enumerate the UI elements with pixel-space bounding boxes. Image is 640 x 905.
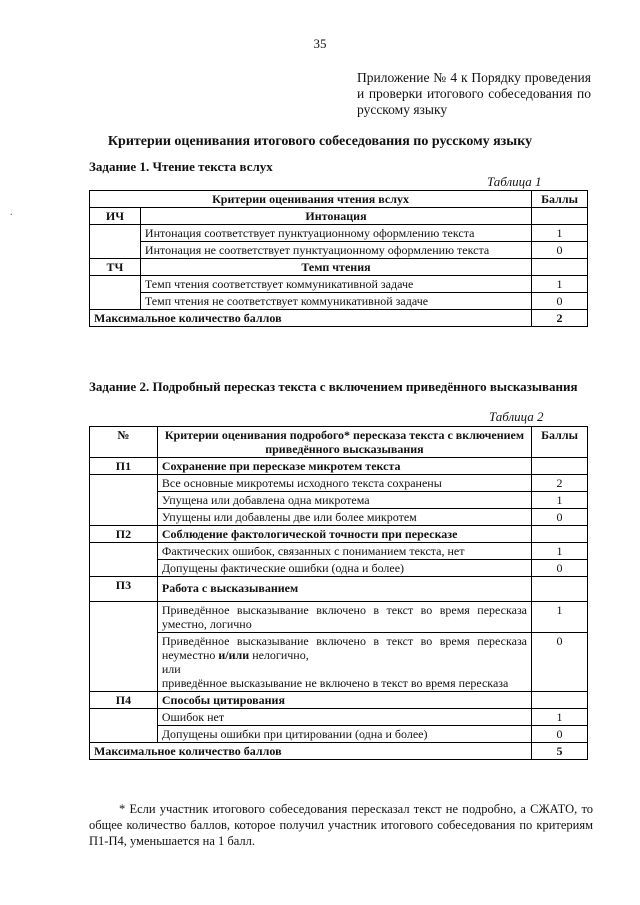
criterion-points: 0: [532, 560, 588, 577]
criterion-text: Интонация соответствует пунктуационному оформлению текста: [140, 225, 531, 242]
appendix-note: Приложение № 4 к Порядку проведения и проверки итогового собеседования по русскому языку: [357, 70, 591, 117]
criterion-code: П1: [90, 458, 158, 475]
task1-heading: Задание 1. Чтение текста вслух: [89, 159, 273, 174]
task2-criteria-table: [89, 426, 588, 760]
criterion-text-complex: [157, 633, 531, 692]
criterion-title: Сохранение при пересказе микротем текста: [157, 458, 531, 475]
empty-cell: [532, 526, 588, 543]
margin-mark: .: [10, 207, 13, 218]
table-row: [90, 293, 588, 310]
empty-cell: [90, 543, 158, 577]
criterion-text: Ошибок нет: [157, 709, 531, 726]
group-row: [90, 692, 588, 709]
criterion-points: 0: [532, 509, 588, 526]
criterion-points: 1: [532, 276, 588, 293]
criterion-text: Допущены фактические ошибки (одна и более): [157, 560, 531, 577]
criterion-text: Темп чтения соответствует коммуникативной задаче: [140, 276, 531, 293]
group-row: [90, 458, 588, 475]
criterion-title: Способы цитирования: [157, 692, 531, 709]
group-row: [90, 526, 588, 543]
complex-text-part: нелогично,: [249, 648, 309, 662]
table-row: [90, 475, 588, 492]
criterion-points: 1: [532, 543, 588, 560]
complex-text-emphasis: и/или: [218, 648, 250, 662]
table-row: [90, 602, 588, 633]
criterion-code: П2: [90, 526, 158, 543]
criterion-points: 0: [532, 242, 588, 259]
empty-cell: [90, 602, 158, 692]
table-row: [90, 633, 588, 692]
column-header-points: Баллы: [532, 191, 588, 208]
empty-cell: [90, 276, 141, 310]
criterion-points: 1: [532, 709, 588, 726]
group-row: [90, 577, 588, 602]
table-header-row: [90, 427, 588, 458]
table-row: [90, 242, 588, 259]
complex-text-part: Приведённое высказывание включено в текст во время пересказа неуместно: [161, 634, 528, 662]
criterion-title: Интонация: [140, 208, 531, 225]
table-row: [90, 709, 588, 726]
task1-criteria-table: [89, 190, 588, 327]
empty-cell: [532, 259, 588, 276]
empty-cell: [90, 475, 158, 526]
column-header-criteria: Критерии оценивания чтения вслух: [90, 191, 532, 208]
task2-heading: Задание 2. Подробный пересказ текста с включением приведённого высказывания: [89, 379, 578, 394]
page-number: 35: [313, 36, 327, 51]
complex-text-or: или: [161, 662, 181, 676]
max-score-label: Максимальное количество баллов: [90, 310, 532, 327]
empty-cell: [532, 458, 588, 475]
criterion-text: Темп чтения не соответствует коммуникативной задаче: [140, 293, 531, 310]
criterion-text: Фактических ошибок, связанных с пониманием текста, нет: [157, 543, 531, 560]
criterion-code: ИЧ: [90, 208, 141, 225]
criterion-points: 1: [532, 225, 588, 242]
criterion-title: Темп чтения: [140, 259, 531, 276]
criterion-code: П3: [90, 577, 158, 602]
criterion-text: Допущены ошибки при цитировании (одна и более): [157, 726, 531, 743]
criterion-points: 2: [532, 475, 588, 492]
table-row: [90, 726, 588, 743]
empty-cell: [532, 692, 588, 709]
group-row: [90, 208, 588, 225]
group-row: [90, 259, 588, 276]
max-score-row: [90, 743, 588, 760]
table-header-row: [90, 191, 588, 208]
column-header-number: №: [90, 427, 158, 458]
table-row: [90, 560, 588, 577]
criterion-text: Приведённое высказывание включено в текст во время пересказа уместно, логично: [157, 602, 531, 633]
table-row: [90, 509, 588, 526]
criterion-points: 1: [532, 492, 588, 509]
complex-text-part: приведённое высказывание не включено в текст во время пересказа: [161, 676, 509, 690]
criterion-points: 0: [532, 293, 588, 310]
criterion-code: ТЧ: [90, 259, 141, 276]
max-score-value: 5: [532, 743, 588, 760]
column-header-points: Баллы: [532, 427, 588, 458]
footnote: * Если участник итогового собеседования пересказал текст не подробно, а СЖАТО, то общее количество баллов, которое получил участник итогового собеседования по критериям П1-П4, уменьшается на 1 балл.: [89, 802, 593, 848]
table-row: [90, 492, 588, 509]
empty-cell: [532, 577, 588, 602]
criterion-text: Интонация не соответствует пунктуационному оформлению текста: [140, 242, 531, 259]
empty-cell: [90, 709, 158, 743]
criterion-text: Упущена или добавлена одна микротема: [157, 492, 531, 509]
max-score-value: 2: [532, 310, 588, 327]
criterion-points: 0: [532, 633, 588, 692]
empty-cell: [532, 208, 588, 225]
table1-caption: Таблица 1: [487, 174, 542, 189]
table-row: [90, 543, 588, 560]
column-header-criteria: Критерии оценивания подробого* пересказа текста с включением приведённого высказывания: [157, 427, 531, 458]
table2-caption: Таблица 2: [489, 409, 544, 424]
table-row: [90, 276, 588, 293]
document-title: Критерии оценивания итогового собеседования по русскому языку: [107, 134, 533, 149]
criterion-points: 0: [532, 726, 588, 743]
max-score-row: [90, 310, 588, 327]
criterion-code: П4: [90, 692, 158, 709]
criterion-title: Соблюдение фактологической точности при пересказе: [157, 526, 531, 543]
table-row: [90, 225, 588, 242]
criterion-text: Все основные микротемы исходного текста сохранены: [157, 475, 531, 492]
criterion-points: 1: [532, 602, 588, 633]
max-score-label: Максимальное количество баллов: [90, 743, 532, 760]
criterion-text: Упущены или добавлены две или более микротем: [157, 509, 531, 526]
criterion-title: Работа с высказыванием: [157, 577, 531, 602]
empty-cell: [90, 225, 141, 259]
